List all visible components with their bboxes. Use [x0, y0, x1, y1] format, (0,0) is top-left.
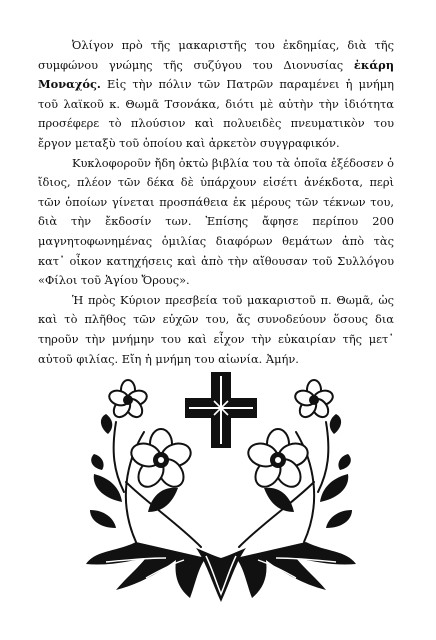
paragraph-2: Κυκλοφοροῦν ἤδη ὀκτὼ βιβλία του τὰ ὁποῖα ἐξέδοσεν ὁ ἴδιος, πλέον τῶν δέκα δὲ ὑπάρχουν εἰσέτι ἀνέκδοτα, περὶ τῶν ὁποίων γίνεται προσπάθεια ἐκ μέρους τῶν τέκνων του, διὰ τὴν ἔκδοσίν των. Ἐπίσης ἄφησε περίπου 200 μαγνητοφωνημένας ὁμιλίας διαφόρων θεμάτων ἀπὸ τὰς κατ᾽ οἶκον κατηχήσεις καὶ ἀπὸ τὴν αἴθουσαν τοῦ Συλλόγου «Φίλοι τοῦ Ἁγίου Ὄρους». — [38, 155, 394, 288]
paragraph-1-before: Ὀλίγον πρὸ τῆς μακαριστῆς του ἐκδημίας, διὰ τῆς συμφώνου γνώμης τῆς συζύγου του Διονυσίας — [38, 38, 394, 72]
flower-icon — [107, 380, 148, 420]
cross-icon — [185, 372, 257, 448]
flower-icon — [245, 429, 310, 492]
body-text — [38, 36, 394, 369]
flower-icon — [128, 429, 193, 492]
paragraph-3: Ἡ πρὸς Κύριον πρεσβεία τοῦ μακαριστοῦ π. Θωμᾶ, ὡς καὶ τὸ πλῆθος τῶν εὐχῶν του, ἄς συνοδεύουν ὅσους δια τηροῦν τὴν μνήμην του καὶ εἶχον τὴν εὐκαιρίαν τῆς μετ᾽ αὐτοῦ φιλίας. Εἴη ἡ μνήμη του αἰωνία. Ἀμήν. — [38, 292, 394, 366]
paragraph-1-bold: ἐκάρη Μοναχός. — [38, 57, 394, 92]
paragraph-1-after: Εἰς τὴν πόλιν τῶν Πατρῶν παραμένει ἡ μνήμη τοῦ λαϊκοῦ κ. Θωμᾶ Τσονάκα, διότι μὲ αὐτὴν τὴν ἰδιότητα προσέφερε τὸ πλούσιον καὶ πολυειδὲς πνευματικὸν του ἔργον μεταξὺ τοῦ ὁποίου καὶ ἀρκετὸν συγγραφικόν. — [38, 77, 394, 150]
flower-icon — [293, 380, 334, 420]
leaf-icon — [86, 542, 356, 602]
paragraph-1 — [38, 36, 394, 154]
stem-right-bud — [318, 422, 328, 492]
floral-cross-ornament — [56, 352, 386, 607]
stem-left-bud — [114, 422, 124, 492]
